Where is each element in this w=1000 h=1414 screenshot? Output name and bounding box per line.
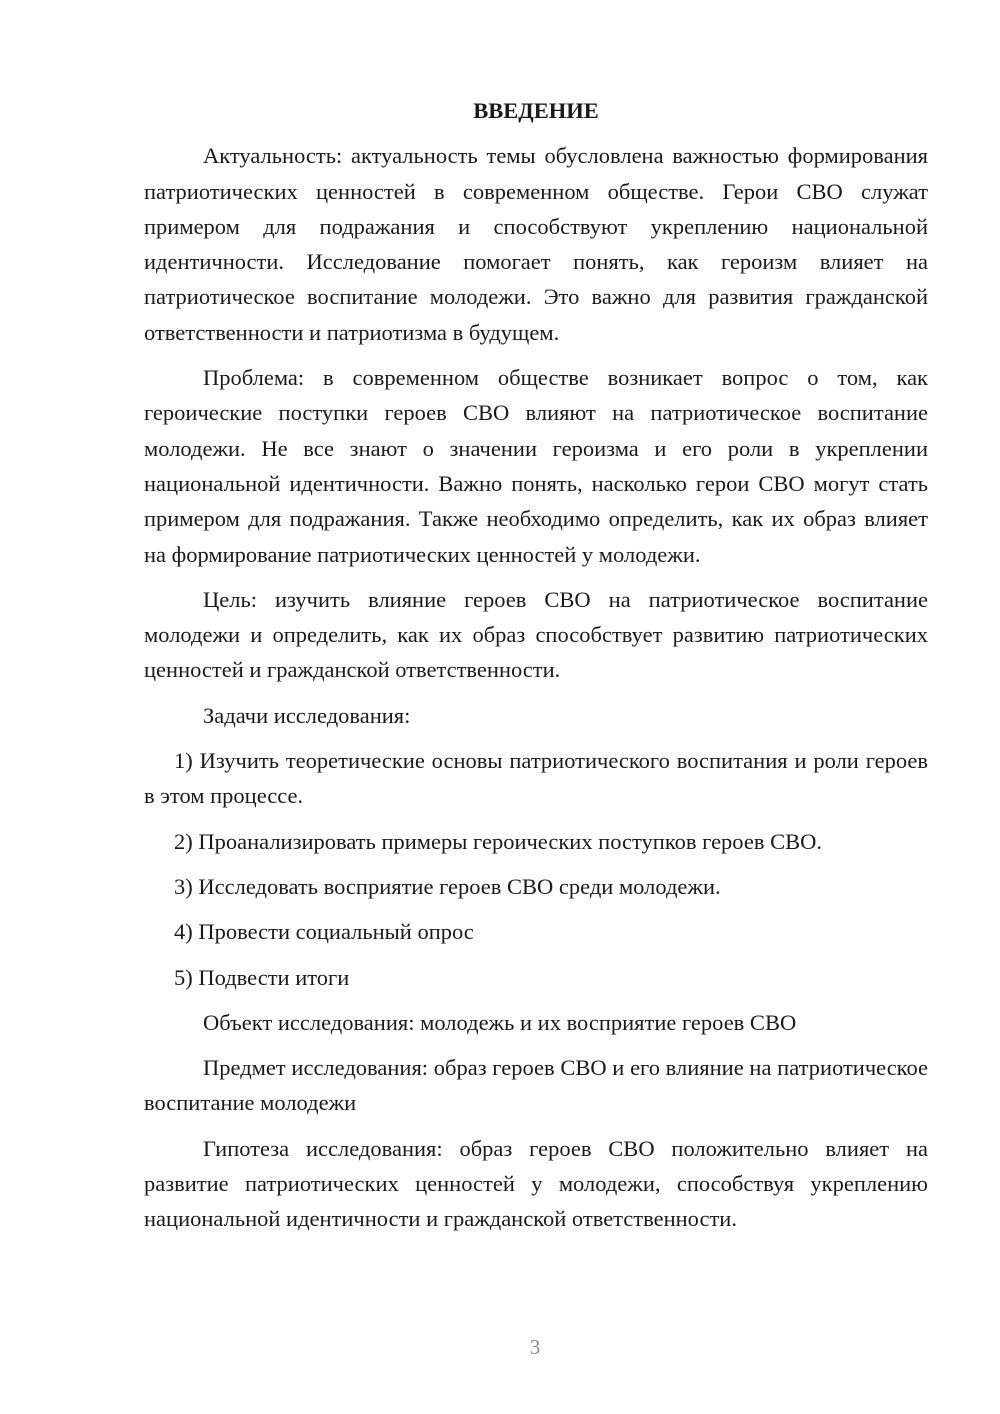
goal-paragraph: Цель: изучить влияние героев СВО на патриотическое воспитание молодежи и определить, как их образ способствует развитию патриотических ценностей и гражданской ответственности.	[144, 586, 928, 683]
task-item-3: 3) Исследовать восприятие героев СВО среди молодежи.	[174, 873, 721, 899]
problem-paragraph: Проблема: в современном обществе возникает вопрос о том, как героические поступки героев СВО влияют на патриотическое воспитание молодежи. Не все знают о значении героизма и его роли в укреплении национальной идентичности. Важно понять, насколько герои СВО могут стать примером для подражания. Также необходимо определить, как их образ влияет на формирование патриотических ценностей у молодежи.	[144, 365, 928, 567]
task-item-2: 2) Проанализировать примеры героических поступков героев СВО.	[174, 828, 822, 854]
tasks-heading: Задачи исследования:	[203, 702, 411, 728]
page-number: 3	[529, 1335, 541, 1359]
relevance-paragraph: Актуальность: актуальность темы обусловлена важностью формирования патриотических ценностей в современном обществе. Герои СВО служат примером для подражания и способствуют укреплению национальной идентичности. Исследование помогает понять, как героизм влияет на патриотическое воспитание молодежи. Это важно для развития гражданской ответственности и патриотизма в будущем.	[144, 143, 928, 345]
page-content	[144, 93, 928, 1247]
hypothesis-paragraph: Гипотеза исследования: образ героев СВО положительно влияет на развитие патриотических ценностей у молодежи, способствуя укреплению национальной идентичности и гражданской ответственности.	[144, 1135, 928, 1232]
task-item-5: 5) Подвести итоги	[174, 964, 350, 990]
object-paragraph: Объект исследования: молодежь и их восприятие героев СВО	[203, 1009, 797, 1035]
page-title: ВВЕДЕНИЕ	[473, 98, 599, 123]
task-item-1: 1) Изучить теоретические основы патриотического воспитания и роли героев в этом процессе.	[144, 748, 928, 809]
subject-paragraph: Предмет исследования: образ героев СВО и его влияние на патриотическое воспитание молодежи	[144, 1055, 928, 1116]
task-item-4: 4) Провести социальный опрос	[174, 919, 474, 945]
